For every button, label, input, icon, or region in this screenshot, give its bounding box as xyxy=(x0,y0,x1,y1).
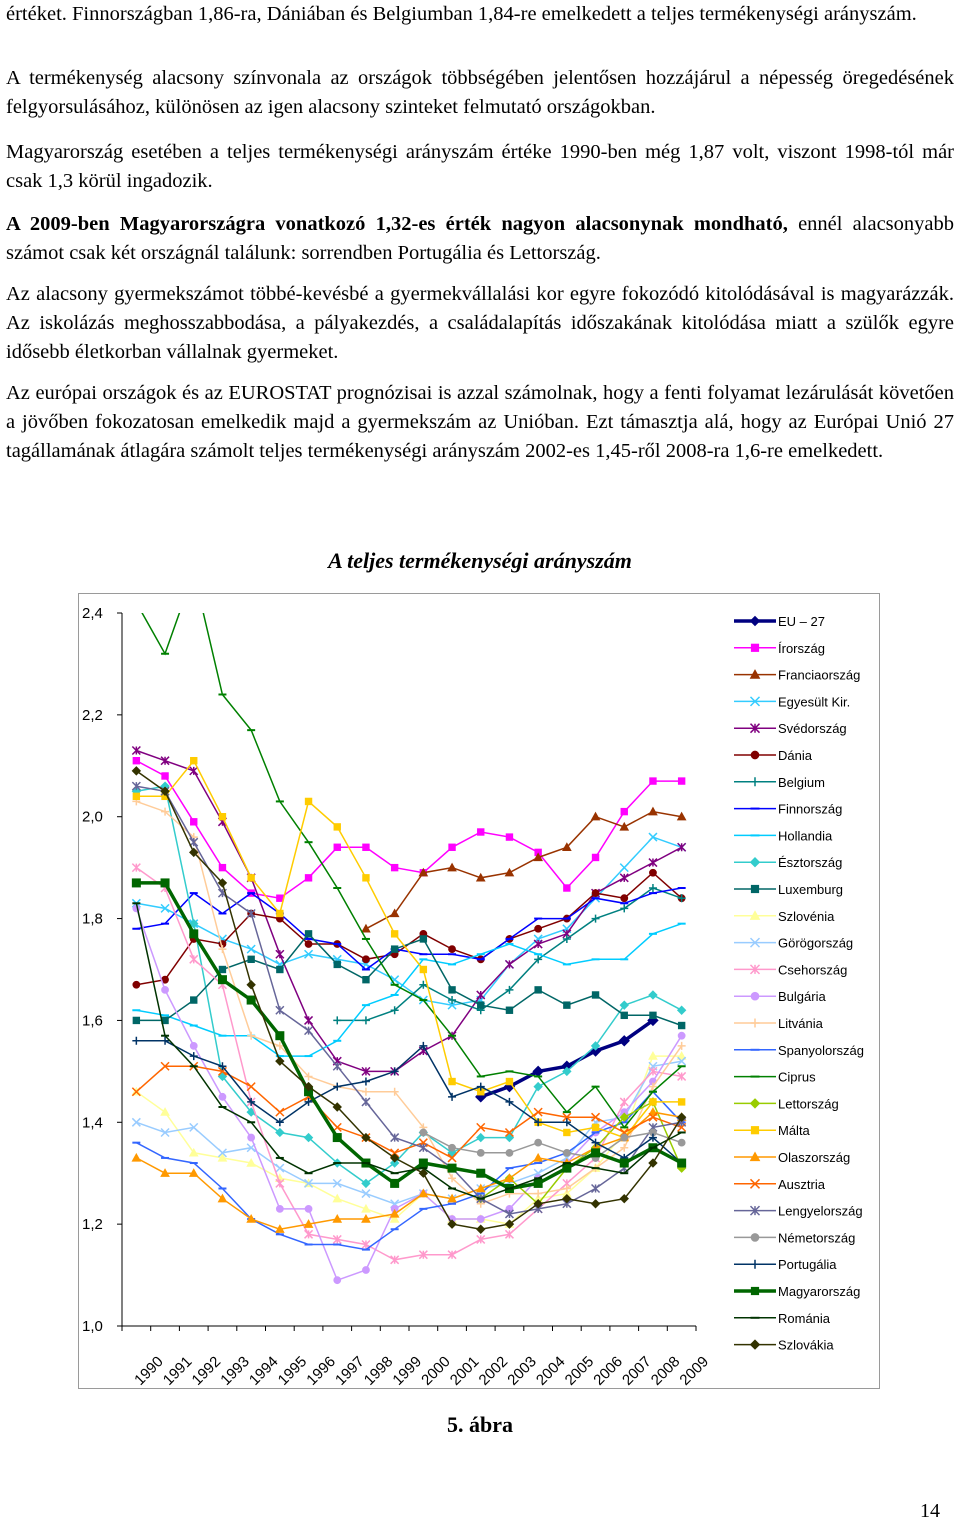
legend-label: Magyarország xyxy=(778,1284,861,1299)
x-tick-label: 1996 xyxy=(303,1353,339,1389)
y-tick-label: 2,0 xyxy=(82,808,103,826)
data-point xyxy=(620,864,628,872)
paragraph-2: A termékenység alacsony színvonala az országok többségében jelentősen hozzájárul a népesség öregedésének felgyorsulásához, különösen az igen alacsony szinteket felmutató országokban. xyxy=(6,67,954,118)
y-tick-label: 1,8 xyxy=(82,910,103,928)
data-point xyxy=(592,1149,600,1157)
legend-box xyxy=(728,605,878,1365)
data-point xyxy=(190,1052,198,1060)
data-point xyxy=(506,1149,513,1156)
figure-caption: 5. ábra xyxy=(447,1412,513,1437)
legend-marker xyxy=(751,751,759,759)
data-point xyxy=(477,1216,484,1223)
data-point xyxy=(191,819,197,825)
data-point xyxy=(592,854,598,860)
x-tick-label: 2000 xyxy=(418,1353,454,1389)
data-point xyxy=(362,1088,370,1096)
data-point xyxy=(592,813,600,820)
legend-marker xyxy=(751,992,759,1000)
data-point xyxy=(650,1012,656,1018)
legend-label: Lettország xyxy=(778,1096,839,1112)
data-point xyxy=(678,1139,685,1146)
data-point xyxy=(161,1108,169,1115)
series-line xyxy=(136,908,681,1280)
data-point xyxy=(678,778,684,784)
data-point xyxy=(305,1016,313,1024)
data-point xyxy=(419,1144,427,1152)
axes-layer xyxy=(82,605,712,1389)
data-point xyxy=(247,981,255,989)
data-point xyxy=(334,1277,341,1284)
legend-item xyxy=(734,721,847,736)
legend-label: Szlovákia xyxy=(778,1337,834,1353)
data-point xyxy=(191,997,197,1003)
y-tick-label: 1,6 xyxy=(82,1012,103,1030)
legend-item xyxy=(734,1230,855,1245)
data-point xyxy=(305,931,311,937)
legend-item xyxy=(734,1338,834,1353)
data-point xyxy=(448,1164,456,1172)
data-point xyxy=(563,1164,571,1172)
legend-item xyxy=(734,802,842,817)
data-point xyxy=(363,956,370,963)
data-point xyxy=(133,757,139,763)
legend-marker xyxy=(751,858,760,867)
data-point xyxy=(132,1154,140,1161)
legend-label: Görögország xyxy=(778,935,854,951)
data-point xyxy=(477,1134,485,1142)
legend-item xyxy=(734,614,825,629)
series-bulgária xyxy=(133,905,685,1284)
legend-label: Románia xyxy=(778,1310,831,1326)
data-point xyxy=(391,931,397,937)
data-point xyxy=(247,996,255,1004)
data-point xyxy=(649,808,657,815)
data-point xyxy=(592,890,599,897)
x-tick-label: 2007 xyxy=(619,1353,655,1389)
data-point xyxy=(363,976,369,982)
data-point xyxy=(620,874,628,882)
series-line xyxy=(136,761,681,1138)
x-tick-label: 1991 xyxy=(159,1353,196,1389)
data-point xyxy=(592,1200,600,1208)
legend-label: Finnország xyxy=(778,801,843,817)
data-point xyxy=(132,864,140,872)
x-tick-label: 1995 xyxy=(274,1353,311,1389)
data-point xyxy=(477,1225,485,1233)
data-point xyxy=(362,1016,370,1024)
x-tick-label: 1997 xyxy=(332,1353,368,1389)
series-line xyxy=(136,786,681,1183)
paragraph-6: Az európai országok és az EUROSTAT prognózisai is azzal számolnak, hogy a fenti folyamat lezárulását követően a jövőben fokozatosan emelkedik majd a gyermekszám az Unióban. Ezt támasztja alá, hogy az Európai Unió 27 tagállamának átlagára számolt teljes termékenységi arányszám 2002-es 1,45-ről 2008-ra 1,6-re emelkedett. xyxy=(6,382,954,462)
data-point xyxy=(305,875,311,881)
data-point xyxy=(277,966,283,972)
series-málta xyxy=(133,757,685,1140)
x-tick-label: 2003 xyxy=(504,1353,540,1389)
paragraph-4-bold-lead: A 2009-ben Magyarországra vonatkozó 1,32-es érték nagyon alacsonynak mondható, xyxy=(6,213,788,235)
legend-item xyxy=(734,1070,816,1085)
data-point xyxy=(391,864,397,870)
data-point xyxy=(592,992,598,998)
data-point xyxy=(420,1129,427,1136)
legend-marker xyxy=(751,1260,760,1269)
legend-label: Litvánia xyxy=(778,1016,823,1031)
data-point xyxy=(505,869,513,876)
data-point xyxy=(563,1149,570,1156)
data-point xyxy=(534,1179,542,1187)
page-number: 14 xyxy=(920,1500,940,1522)
x-tick-label: 2006 xyxy=(590,1353,626,1389)
data-point xyxy=(650,778,656,784)
data-point xyxy=(391,1179,399,1187)
data-point xyxy=(678,1099,684,1105)
data-point xyxy=(506,834,512,840)
data-point xyxy=(333,1195,341,1202)
data-point xyxy=(449,844,455,850)
data-point xyxy=(190,955,198,963)
data-point xyxy=(190,767,198,775)
data-point xyxy=(621,1012,627,1018)
legend-label: Belgium xyxy=(778,774,825,790)
legend-item xyxy=(734,1257,837,1272)
legend-marker xyxy=(751,1287,758,1294)
data-point xyxy=(678,843,686,851)
data-point xyxy=(621,895,628,902)
legend-item xyxy=(734,1204,863,1219)
legend-label: EU – 27 xyxy=(778,614,825,629)
legend-label: Egyesült Kir. xyxy=(778,694,851,710)
paragraph-4 xyxy=(6,210,954,268)
data-point xyxy=(678,1032,685,1039)
data-point xyxy=(420,966,426,972)
data-point xyxy=(678,1006,686,1014)
legend-item xyxy=(734,1043,864,1058)
legend-label: Szlovénia xyxy=(778,908,835,924)
legend-item xyxy=(734,641,825,656)
y-tick-label: 1,4 xyxy=(82,1114,103,1132)
plot-area xyxy=(132,593,685,1284)
x-tick-label: 2001 xyxy=(446,1353,483,1389)
legend-item xyxy=(734,1123,811,1138)
data-point xyxy=(247,1083,255,1091)
legend-item xyxy=(734,1177,826,1192)
data-point xyxy=(276,950,284,958)
data-point xyxy=(449,946,456,953)
data-point xyxy=(592,1124,598,1130)
data-point xyxy=(534,940,542,948)
data-point xyxy=(305,941,312,948)
legend-label: Hollandia xyxy=(778,828,833,844)
data-point xyxy=(362,1078,370,1086)
data-point xyxy=(535,925,542,932)
data-point xyxy=(276,1006,284,1014)
data-point xyxy=(362,1190,370,1198)
data-point xyxy=(620,1159,628,1167)
data-point xyxy=(133,1017,139,1023)
x-tick-label: 1992 xyxy=(188,1353,225,1389)
legend-item xyxy=(734,748,813,763)
data-point xyxy=(191,757,197,763)
data-point xyxy=(305,798,311,804)
legend-item xyxy=(734,855,842,870)
data-point xyxy=(219,966,225,972)
data-point xyxy=(477,1149,484,1156)
data-point xyxy=(478,1002,484,1008)
legend-marker xyxy=(751,1099,760,1108)
data-point xyxy=(132,747,140,755)
data-point xyxy=(247,945,255,953)
data-point xyxy=(276,1164,284,1172)
legend-label: Ciprus xyxy=(778,1069,816,1085)
data-point xyxy=(334,824,340,830)
series-németország xyxy=(420,1129,685,1161)
series-görögország xyxy=(132,1057,685,1208)
data-point xyxy=(391,1134,399,1142)
data-point xyxy=(649,991,657,999)
data-point xyxy=(650,869,657,876)
legend-item xyxy=(734,1096,839,1111)
legend-item xyxy=(734,962,847,977)
data-point xyxy=(132,1118,140,1126)
y-tick-label: 1,0 xyxy=(82,1318,103,1335)
data-point xyxy=(448,1093,456,1101)
legend-item xyxy=(734,1311,831,1326)
series-line xyxy=(136,888,681,970)
data-point xyxy=(276,1032,284,1040)
data-point xyxy=(190,1042,197,1049)
series-line xyxy=(136,771,681,1229)
data-point xyxy=(649,859,657,867)
legend-label: Bulgária xyxy=(778,989,826,1005)
legend-marker xyxy=(751,1234,759,1242)
data-point xyxy=(218,976,226,984)
data-point xyxy=(334,961,340,967)
data-point xyxy=(133,981,140,988)
data-point xyxy=(363,1267,370,1274)
paragraph-5: Az alacsony gyermekszámot többé-kevésbé a gyermekvállalási kor egyre fokozódó kitolódásával is magyarázzák. Az iskolázás meghosszabbodása, a pályakezdés, a családalapítás időszakának kitolódása miatt a szülők egyre idősebb életkorban vállalnak gyermeket. xyxy=(6,283,954,363)
legend-label: Olaszország xyxy=(778,1150,851,1165)
x-tick-label: 2005 xyxy=(561,1353,598,1389)
data-point xyxy=(620,1098,628,1106)
legend-marker xyxy=(751,777,760,786)
fertility-rate-chart xyxy=(78,593,880,1389)
data-point xyxy=(305,1027,313,1035)
data-point xyxy=(621,808,627,814)
data-point xyxy=(448,864,456,871)
data-point xyxy=(333,1062,341,1070)
data-point xyxy=(564,885,570,891)
legend-label: Franciaország xyxy=(778,667,861,683)
data-point xyxy=(391,946,397,952)
data-point xyxy=(477,991,485,999)
data-point xyxy=(248,1134,255,1141)
x-tick-label: 1994 xyxy=(245,1353,282,1389)
data-point xyxy=(248,875,254,881)
paragraph-1: értéket. Finnországban 1,86-ra, Dániában és Belgiumban 1,84-re emelkedett a teljes termékenységi arányszám. xyxy=(6,3,917,25)
legend-marker xyxy=(751,617,760,626)
paragraph-3: Magyarország esetében a teljes termékenységi arányszám értéke 1990-ben még 1,87 volt, viszont 1998-tól már csak 1,3 körül ingadozik. xyxy=(6,141,954,192)
data-point xyxy=(219,1093,226,1100)
legend-label: Csehország xyxy=(778,962,848,978)
series-finnország xyxy=(132,888,685,970)
data-point xyxy=(592,1184,600,1192)
legend-label: Svédország xyxy=(778,721,847,737)
data-point xyxy=(219,814,225,820)
legend-item xyxy=(734,909,835,924)
legend-marker xyxy=(751,1340,760,1349)
data-point xyxy=(363,875,369,881)
data-point xyxy=(449,1144,456,1151)
data-point xyxy=(248,956,254,962)
legend-item xyxy=(734,775,825,790)
legend-label: Észtország xyxy=(778,855,843,871)
data-point xyxy=(621,1134,628,1141)
data-point xyxy=(362,925,370,932)
legend-label: Írország xyxy=(778,640,825,656)
x-tick-label: 1999 xyxy=(389,1353,426,1389)
legend-marker xyxy=(751,1019,760,1028)
data-point xyxy=(161,879,169,887)
data-point xyxy=(535,987,541,993)
x-tick-label: 1993 xyxy=(217,1353,253,1389)
data-point xyxy=(564,1129,570,1135)
data-point xyxy=(276,1108,284,1116)
data-point xyxy=(506,1007,512,1013)
data-point xyxy=(650,1099,656,1105)
series-svédország xyxy=(132,747,685,1076)
data-point xyxy=(334,844,340,850)
data-point xyxy=(478,829,484,835)
chart-title: A teljes termékenységi arányszám xyxy=(328,548,632,573)
data-point xyxy=(277,895,283,901)
data-point xyxy=(276,1179,284,1187)
data-point xyxy=(419,1159,427,1167)
x-tick-label: 2008 xyxy=(647,1353,684,1389)
legend xyxy=(728,605,878,1365)
data-point xyxy=(363,844,369,850)
x-tick-label: 2009 xyxy=(676,1353,713,1389)
data-point xyxy=(219,864,225,870)
legend-item xyxy=(734,828,833,843)
data-point xyxy=(305,1205,312,1212)
legend-label: Ausztria xyxy=(778,1176,825,1192)
data-point xyxy=(534,1083,542,1091)
legend-item xyxy=(734,882,843,897)
paragraph-4-rest: ennél alacsonyabb számot csak két országnál találunk: sorrendben Portugália és Lettország. xyxy=(6,213,955,264)
legend-label: Portugália xyxy=(778,1257,837,1273)
series-line xyxy=(136,1061,681,1204)
data-point xyxy=(506,1078,512,1084)
y-tick-label: 2,4 xyxy=(82,605,103,622)
data-point xyxy=(133,793,139,799)
x-tick-label: 1990 xyxy=(131,1353,167,1389)
data-point xyxy=(190,930,198,938)
legend-item xyxy=(734,1016,824,1031)
data-point xyxy=(535,1139,542,1146)
legend-label: Luxemburg xyxy=(778,882,844,897)
data-point xyxy=(277,910,283,916)
data-point xyxy=(276,1205,283,1212)
legend-label: Spanyolország xyxy=(778,1042,864,1058)
legend-label: Németország xyxy=(778,1230,856,1246)
data-point xyxy=(333,1016,341,1024)
data-point xyxy=(678,1022,684,1028)
legend-label: Málta xyxy=(778,1123,810,1139)
data-point xyxy=(420,936,426,942)
data-point xyxy=(161,757,169,765)
data-point xyxy=(132,879,140,887)
data-point xyxy=(132,1037,140,1045)
legend-item xyxy=(734,1150,850,1165)
legend-item xyxy=(734,936,853,951)
y-tick-label: 1,2 xyxy=(82,1216,103,1234)
series-eu-27 xyxy=(476,1015,658,1101)
legend-item xyxy=(734,668,860,683)
legend-label: Lengyelország xyxy=(778,1203,863,1219)
y-tick-label: 2,2 xyxy=(82,706,103,724)
legend-label: Dánia xyxy=(778,748,812,763)
data-point xyxy=(162,986,169,993)
legend-marker xyxy=(751,885,758,892)
data-point xyxy=(162,773,168,779)
series-írország xyxy=(133,757,685,901)
data-point xyxy=(477,1169,485,1177)
series-layer xyxy=(132,593,685,1284)
data-point xyxy=(333,1083,341,1091)
data-point xyxy=(534,1154,542,1161)
data-point xyxy=(449,1078,455,1084)
data-point xyxy=(649,833,657,841)
data-point xyxy=(362,1098,370,1106)
x-tick-label: 2004 xyxy=(532,1353,569,1389)
legend-marker xyxy=(751,1127,758,1134)
legend-item xyxy=(734,989,826,1004)
legend-marker xyxy=(751,644,758,651)
data-point xyxy=(678,1159,686,1167)
x-tick-label: 2002 xyxy=(475,1353,512,1389)
data-point xyxy=(505,960,513,968)
legend-item xyxy=(734,694,850,709)
data-point xyxy=(333,1134,341,1142)
data-point xyxy=(564,1002,570,1008)
x-tick-label: 1998 xyxy=(360,1353,397,1389)
legend-item xyxy=(734,1284,860,1299)
data-point xyxy=(534,1190,542,1198)
data-point xyxy=(449,987,455,993)
